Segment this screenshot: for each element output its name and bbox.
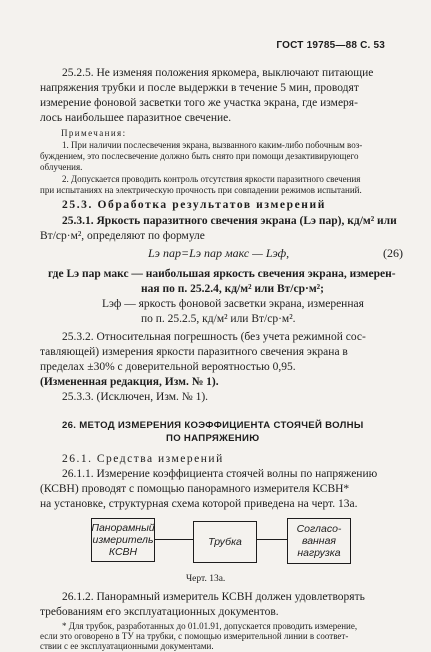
- para-26-1-1-line-1: 26.1.1. Измерение коэффициента стоячей волны по напряжению: [62, 468, 378, 480]
- box1-line-1: Панорамный: [91, 522, 155, 534]
- para-25-3-1-line-2: Вт/ср·м², определяют по формуле: [40, 230, 205, 242]
- section-26-1-heading: 26.1. Средства измерений: [62, 453, 224, 465]
- box1-line-3: КСВН: [108, 546, 138, 558]
- para-25-2-5-line-4: лось наибольшее паразитное свечение.: [40, 112, 232, 124]
- box2-label: Трубка: [208, 536, 242, 548]
- para-26-1-1-line-3: на установке, структурная схема которой приведена на черт. 13а.: [40, 498, 358, 510]
- where-line-3: Lэф — яркость фоновой засветки экрана, измеренная: [102, 298, 364, 310]
- para-25-2-5-line-3: измерение фоновой засветки того же участка экрана, где измеря-: [40, 97, 358, 109]
- where-line-1: где Lэ пар макс — наибольшая яркость свечения экрана, измерен-: [48, 268, 396, 280]
- formula-26: Lэ пар=Lэ пар макс — Lэф,: [148, 246, 290, 260]
- diagram-caption: Черт. 13а.: [186, 574, 226, 584]
- note-1-line-2: буждением, это послесвечение должно быть снято при помощи дезактивирующего: [40, 151, 359, 161]
- para-25-3-2-line-2: тавляющей) измерения яркости паразитного свечения экрана в: [40, 346, 348, 358]
- para-26-1-2-line-2: требованиям его эксплуатационных документов.: [40, 606, 279, 618]
- diagram-box-panoramic-meter: [91, 518, 155, 562]
- diagram-box-matched-load: [287, 518, 351, 564]
- where-line-2: ная по п. 25.2.4, кд/м² или Вт/ср·м²;: [141, 283, 324, 295]
- footnote-line-1: * Для трубок, разработанных до 01.01.91, допускается проводить измерение,: [62, 621, 358, 631]
- diagram-box-tube: [193, 521, 257, 563]
- section-26-title-line-1: 26. МЕТОД ИЗМЕРЕНИЯ КОЭФФИЦИЕНТА СТОЯЧЕЙ ВОЛНЫ: [62, 420, 364, 431]
- where-line-4: по п. 25.2.5, кд/м² или Вт/ср·м².: [141, 313, 296, 325]
- para-26-1-1-line-2: (КСВН) проводят с помощью панорамного измерителя КСВН*: [40, 483, 350, 495]
- box3-line-2: ванная: [301, 535, 337, 547]
- section-26-title-line-2: ПО НАПРЯЖЕНИЮ: [166, 433, 260, 444]
- para-26-1-2-line-1: 26.1.2. Панорамный измеритель КСВН должен удовлетворять: [62, 591, 365, 603]
- box3-line-3: нагрузка: [297, 547, 341, 559]
- note-1-line-1: 1. При наличии послесвечения экрана, вызванного каким-либо побочным воз-: [62, 140, 363, 150]
- connector-line-2: [257, 539, 287, 540]
- para-25-3-1-line-1: 25.3.1. Яркость паразитного свечения экрана (Lэ пар), кд/м² или: [62, 215, 397, 227]
- notes-heading: Примечания:: [61, 128, 127, 138]
- para-25-3-3: 25.3.3. (Исключен, Изм. № 1).: [62, 391, 209, 403]
- para-25-3-2-line-1: 25.3.2. Относительная погрешность (без учета режимной сос-: [62, 331, 366, 343]
- footnote-line-2: если это оговорено в ТУ на трубки, с помощью измерительной линии в соответ-: [40, 631, 349, 641]
- para-25-3-2-line-3: пределах ±30% с доверительной вероятностью 0,95.: [40, 361, 296, 373]
- note-2-line-1: 2. Допускается проводить контроль отсутствия яркости паразитного свечения: [62, 174, 361, 184]
- box3-line-1: Согласо-: [296, 523, 342, 535]
- note-2-line-2: при испытаниях на электрическую прочность при совпадении режимов испытаний.: [40, 185, 362, 195]
- note-1-line-3: облучения.: [40, 162, 83, 172]
- box1-line-2: измеритель: [92, 534, 154, 546]
- para-25-2-5-line-1: 25.2.5. Не изменяя положения яркомера, выключают питающие: [62, 67, 374, 79]
- formula-number: (26): [383, 246, 403, 260]
- amended-edition-note: (Измененная редакция, Изм. № 1).: [40, 376, 219, 388]
- footnote-line-3: ствии с ее эксплуатационными документами.: [40, 641, 214, 651]
- section-25-3-heading: 25.3. Обработка результатов измерений: [62, 199, 326, 211]
- running-header: ГОСТ 19785—88 С. 53: [276, 40, 385, 51]
- connector-line-1: [155, 539, 193, 540]
- para-25-2-5-line-2: напряжения трубки и после выдержки в течение 5 мин, проводят: [40, 82, 359, 94]
